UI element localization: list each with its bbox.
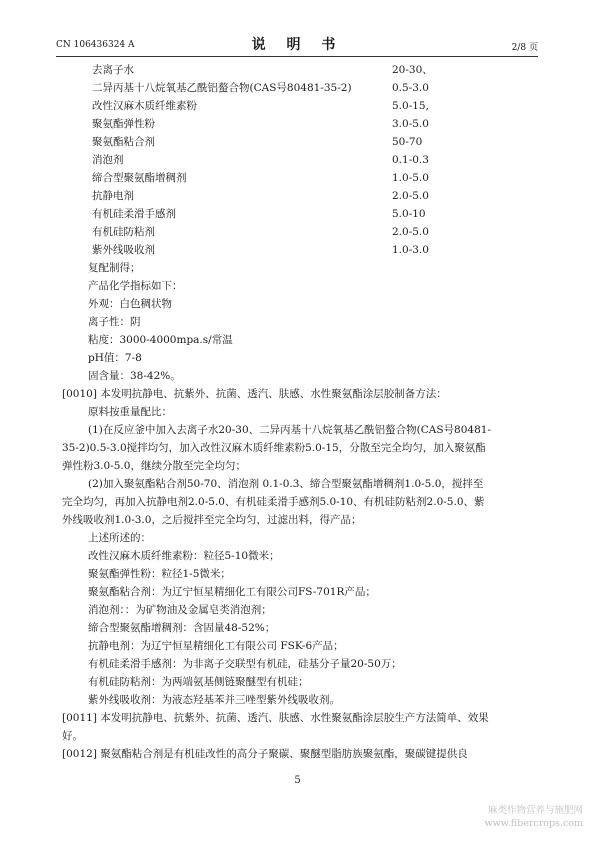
paragraph-line: [0011] 本发明抗静电、抗紫外、抗菌、透汽、肤感、水性聚氨酯涂层胶生产方法简单、效果 <box>62 712 489 724</box>
ingredient-amount: 5.0-10 <box>392 208 426 220</box>
spec-line: 固含量：38-42%。 <box>88 370 181 382</box>
ingredient-amount: 0.1-0.3 <box>392 154 429 166</box>
paragraph-line: 聚氨酯粘合剂：为辽宁恒星精细化工有限公司FS-701R产品； <box>88 586 376 598</box>
header-divider <box>56 56 538 57</box>
ingredient-name: 有机硅柔滑手感剂 <box>92 208 176 220</box>
paragraph-line: 抗静电剂：为辽宁恒星精细化工有限公司 FSK-6产品； <box>88 640 344 652</box>
watermark <box>485 804 583 830</box>
paragraph-line: 有机硅防粘剂：为两端氨基侧链聚醚型有机硅； <box>88 676 309 688</box>
ingredient-name: 抗静电剂 <box>92 190 134 202</box>
watermark-line: 麻类作物营养与施肥网 <box>487 805 583 816</box>
paragraph-line: 改性汉麻木质纤维素粉：粒径5-10微米； <box>88 550 280 562</box>
ingredient-amount: 0.5-3.0 <box>392 82 429 94</box>
spec-line: 产品化学指标如下： <box>88 280 183 292</box>
paragraph-line: 有机硅柔滑手感剂：为非离子交联型有机硅，硅基分子量20-50万； <box>88 658 402 670</box>
watermark-line: www.fibercrops.com <box>484 818 583 829</box>
ingredient-amount: 2.0-5.0 <box>392 190 429 202</box>
ingredient-name: 二异丙基十八烷氧基乙酰铝螯合物(CAS号80481-35-2) <box>92 82 352 94</box>
ingredient-name: 消泡剂 <box>92 154 124 166</box>
ingredient-amount: 20-30、 <box>392 64 433 76</box>
document-number: CN 106436324 A <box>56 40 135 50</box>
paragraph-line: 外线吸收剂1.0-3.0，之后搅拌至完全均匀，过滤出料，得产品； <box>62 514 362 526</box>
ingredient-name: 紫外线吸收剂 <box>92 244 155 256</box>
spec-line: 外观：白色稠状物 <box>88 298 172 310</box>
ingredient-name: 聚氨酯粘合剂 <box>92 136 155 148</box>
ingredient-amount: 1.0-3.0 <box>392 244 429 256</box>
paragraph-line: 聚氨酯弹性粉：粒径1-5微米； <box>88 568 231 580</box>
ingredient-amount: 2.0-5.0 <box>392 226 429 238</box>
ingredient-amount: 5.0-15, <box>392 100 429 112</box>
paragraph-line: 好。 <box>62 730 83 742</box>
paragraph-line: 35-2)0.5-3.0搅拌均匀，加入改性汉麻木质纤维素粉5.0-15，分散至完全均匀，加入聚氨酯 <box>62 442 486 454</box>
ingredient-amount: 1.0-5.0 <box>392 172 429 184</box>
ingredient-name: 有机硅防粘剂 <box>92 226 155 238</box>
paragraph-line: 原料按重量配比： <box>88 406 172 418</box>
ingredient-amount: 3.0-5.0 <box>392 118 429 130</box>
paragraph-heading: [0010] 本发明抗静电、抗紫外、抗菌、透汽、肤感、水性聚氨酯涂层胶制备方法： <box>62 388 447 400</box>
paragraph-line: 弹性粉3.0-5.0，继续分散至完全均匀； <box>62 460 246 472</box>
spec-line: 复配制得； <box>88 262 141 274</box>
ingredient-name: 缔合型聚氨酯增稠剂 <box>92 172 187 184</box>
paragraph-line: 缔合型聚氨酯增稠剂：含固量48-52%； <box>88 622 276 634</box>
paragraph-line: 消泡剂：：为矿物油及金属皂类消泡剂； <box>88 604 272 616</box>
ingredient-name: 改性汉麻木质纤维素粉 <box>92 100 197 112</box>
page-indicator: 2/8 页 <box>511 43 538 53</box>
paragraph-line: (1)在反应釜中加入去离子水20-30、二异丙基十八烷氧基乙酰铝螯合物(CAS号80481- <box>88 424 491 436</box>
ingredient-amount: 50-70 <box>392 136 423 148</box>
document-title: 说 明 书 <box>251 37 344 53</box>
paragraph-line: (2)加入聚氨酯粘合剂50-70、消泡剂 0.1-0.3、缔合型聚氨酯增稠剂1.0-5.0，搅拌至 <box>88 478 484 490</box>
paragraph-line: [0012] 聚氨酯粘合剂是有机硅改性的高分子聚碳、聚醚型脂肪族聚氨酯，聚碳键提供良 <box>62 748 468 760</box>
page-number: 5 <box>294 775 301 786</box>
paragraph-line: 上述所述的： <box>88 532 151 544</box>
ingredient-name: 聚氨酯弹性粉 <box>92 118 155 130</box>
ingredient-name: 去离子水 <box>92 64 134 76</box>
paragraph-line: 紫外线吸收剂：为液态羟基苯并三唑型紫外线吸收剂。 <box>88 694 340 706</box>
paragraph-line: 完全均匀，再加入抗静电剂2.0-5.0、有机硅柔滑手感剂5.0-10、有机硅防粘剂2.0-5.0、紫 <box>62 496 485 508</box>
spec-line: 粘度：3000-4000mpa.s/常温 <box>88 334 233 346</box>
spec-line: pH值：7-8 <box>88 352 142 364</box>
spec-line: 离子性：阴 <box>88 316 141 328</box>
